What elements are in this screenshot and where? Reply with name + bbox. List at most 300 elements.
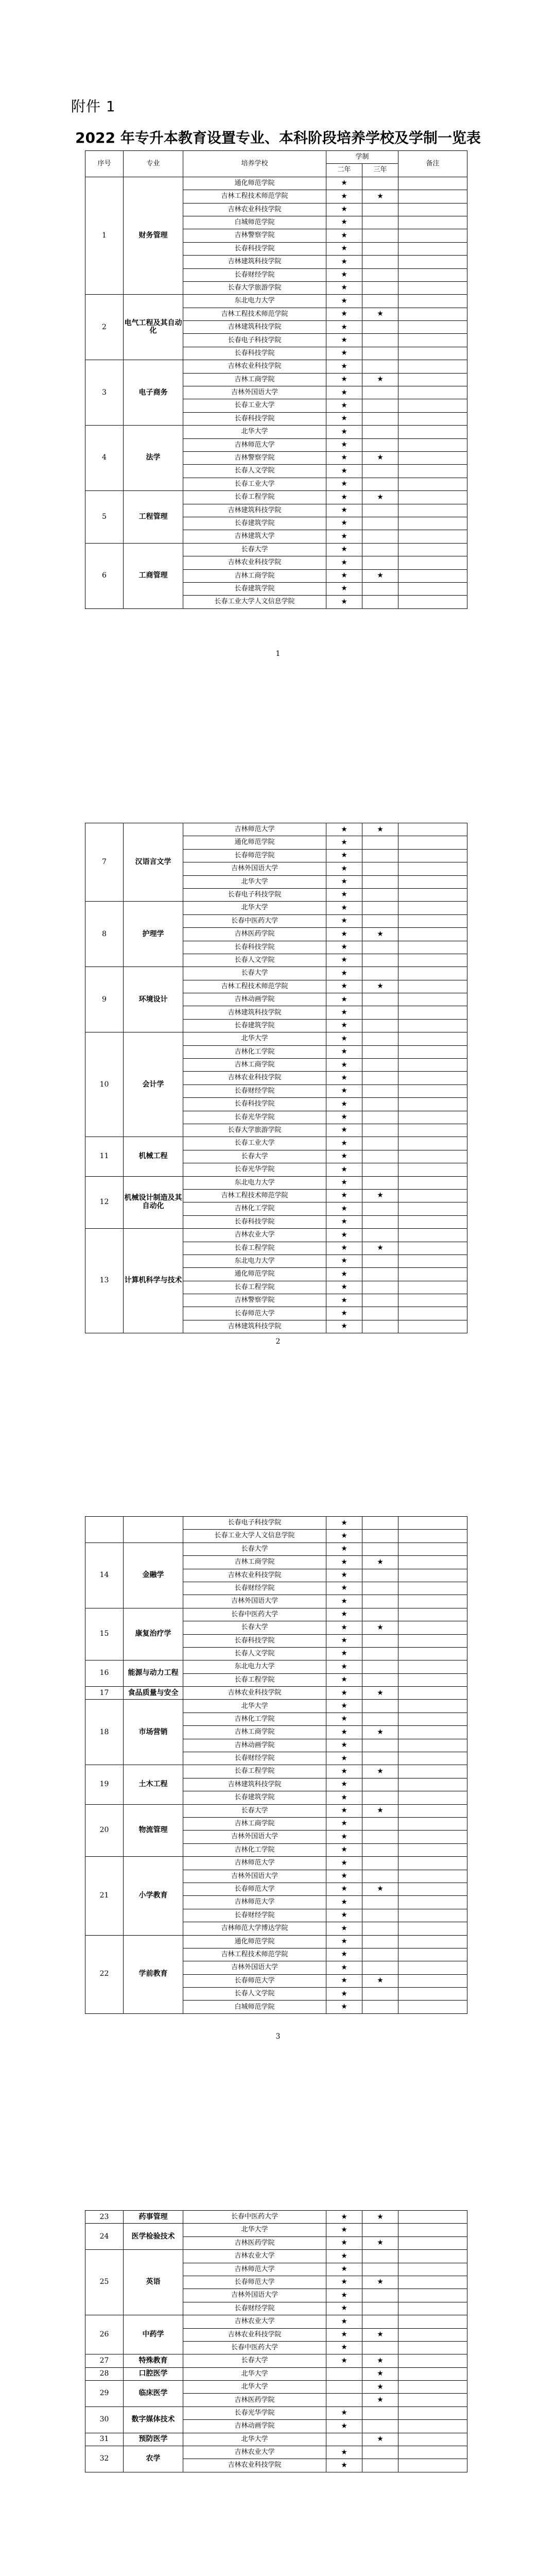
star-icon: ★ (341, 1073, 348, 1082)
star-icon: ★ (341, 1636, 348, 1645)
three-year-cell (362, 1922, 398, 1935)
two-year-cell (326, 321, 362, 334)
major-cell: 学前教育 (124, 1935, 183, 2013)
star-icon: ★ (341, 1087, 348, 1095)
major-cell: 康复治疗学 (124, 1608, 183, 1660)
two-year-cell (326, 478, 362, 490)
star-icon: ★ (341, 2317, 348, 2326)
two-year-cell (326, 1935, 362, 1948)
two-year-cell (326, 242, 362, 255)
three-year-cell (362, 2250, 398, 2263)
two-year-cell (326, 1870, 362, 1883)
note-cell (398, 1804, 467, 1817)
schools-table (85, 2210, 467, 2472)
note-cell (398, 2459, 467, 2472)
two-year-cell (326, 1307, 362, 1320)
note-cell (398, 1176, 467, 1189)
note-cell (398, 1242, 467, 1255)
three-year-cell (362, 1948, 398, 1961)
seq-cell: 1 (85, 177, 124, 295)
note-cell (398, 2367, 467, 2380)
three-year-cell (362, 1700, 398, 1713)
two-year-cell (326, 902, 362, 914)
star-icon: ★ (377, 2395, 384, 2404)
note-cell (398, 836, 467, 849)
star-icon: ★ (341, 1701, 348, 1710)
star-icon: ★ (377, 2435, 384, 2444)
note-cell (398, 347, 467, 360)
school-cell: 长春师范大学 (183, 1307, 326, 1320)
star-icon: ★ (377, 571, 384, 580)
note-cell (398, 491, 467, 504)
three-year-cell (362, 1831, 398, 1843)
three-year-cell (362, 295, 398, 308)
two-year-cell (326, 569, 362, 582)
note-cell (398, 888, 467, 901)
note-cell (398, 177, 467, 190)
seq-cell: 28 (85, 2367, 124, 2380)
school-cell: 长春工程学院 (183, 1242, 326, 1255)
note-cell (398, 321, 467, 334)
three-year-cell (362, 1961, 398, 1974)
table-row (85, 2354, 467, 2367)
two-year-cell (326, 2315, 362, 2328)
star-icon: ★ (341, 597, 348, 606)
table-row (85, 491, 467, 504)
seq-cell: 24 (85, 2224, 124, 2250)
note-cell (398, 465, 467, 478)
star-icon: ★ (341, 1257, 348, 1265)
table-row (85, 2406, 467, 2419)
note-cell (398, 2328, 467, 2341)
two-year-cell (326, 399, 362, 412)
two-year-cell (326, 836, 362, 849)
school-cell: 吉林医药学院 (183, 928, 326, 941)
star-icon: ★ (341, 864, 348, 873)
major-cell: 工商管理 (124, 543, 183, 608)
star-icon: ★ (341, 1950, 348, 1959)
star-icon: ★ (341, 1322, 348, 1331)
note-cell (398, 967, 467, 980)
school-cell: 长春科技学院 (183, 242, 326, 255)
star-icon: ★ (341, 532, 348, 540)
note-cell (398, 1700, 467, 1713)
note-cell (398, 1255, 467, 1267)
star-icon: ★ (377, 2382, 384, 2391)
major-cell: 特殊教育 (124, 2354, 183, 2367)
note-cell (398, 1726, 467, 1739)
two-year-cell (326, 1045, 362, 1058)
school-cell: 吉林师范大学 (183, 1857, 326, 1870)
seq-cell: 25 (85, 2250, 124, 2315)
star-icon: ★ (341, 192, 348, 200)
table-row (85, 1935, 467, 1948)
note-cell (398, 334, 467, 347)
two-year-cell (326, 2263, 362, 2276)
school-cell: 吉林外国语大学 (183, 386, 326, 399)
note-cell (398, 373, 467, 386)
three-year-cell (362, 1072, 398, 1084)
school-cell: 东北电力大学 (183, 1176, 326, 1189)
star-icon: ★ (341, 2002, 348, 2011)
table-row (85, 360, 467, 373)
note-cell (398, 426, 467, 438)
school-cell: 吉林农业科技学院 (183, 360, 326, 373)
star-icon: ★ (341, 1283, 348, 1292)
major-cell: 英语 (124, 2250, 183, 2315)
school-cell: 长春建筑学院 (183, 517, 326, 530)
three-year-cell (362, 360, 398, 373)
three-year-cell (362, 993, 398, 1006)
school-cell: 吉林建筑科技学院 (183, 321, 326, 334)
table-row (85, 426, 467, 438)
school-cell: 吉林工商学院 (183, 1059, 326, 1072)
major-cell: 电气工程及其自动化 (124, 295, 183, 360)
school-cell: 长春工业大学人文信息学院 (183, 596, 326, 608)
star-icon: ★ (341, 231, 348, 240)
school-cell: 长春科技学院 (183, 347, 326, 360)
school-cell: 长春工业大学 (183, 1137, 326, 1150)
three-year-cell (362, 1098, 398, 1111)
two-year-cell (326, 281, 362, 294)
seq-cell: 22 (85, 1935, 124, 2013)
school-cell: 通化师范学院 (183, 1935, 326, 1948)
star-icon: ★ (341, 2212, 348, 2221)
three-year-cell (362, 1909, 398, 1922)
note-cell (398, 1778, 467, 1791)
school-cell: 北华大学 (183, 2433, 326, 2446)
two-year-cell (326, 2406, 362, 2419)
school-cell: 吉林农业科技学院 (183, 203, 326, 216)
note-cell (398, 2224, 467, 2236)
school-cell: 长春大学 (183, 2354, 326, 2367)
school-cell: 长春建筑学院 (183, 582, 326, 595)
three-year-cell (362, 216, 398, 229)
school-cell: 长春中医药大学 (183, 1608, 326, 1621)
school-cell: 吉林工程技术师范学院 (183, 308, 326, 320)
two-year-cell (326, 1765, 362, 1778)
header-row (85, 151, 467, 164)
note-cell (398, 862, 467, 875)
three-year-cell (362, 2367, 398, 2380)
star-icon: ★ (341, 903, 348, 912)
three-year-cell (362, 1281, 398, 1294)
school-cell: 长春财经学院 (183, 1909, 326, 1922)
two-year-cell (326, 1608, 362, 1621)
two-year-cell (326, 1883, 362, 1895)
star-icon: ★ (341, 2409, 348, 2417)
two-year-cell (326, 1739, 362, 1752)
star-icon: ★ (341, 401, 348, 410)
three-year-cell (362, 1059, 398, 1072)
note-cell (398, 543, 467, 556)
star-icon: ★ (341, 1139, 348, 1147)
two-year-cell (326, 1817, 362, 1830)
three-year-cell (362, 1569, 398, 1582)
three-year-cell (362, 308, 398, 320)
star-icon: ★ (341, 218, 348, 227)
school-cell: 吉林工商学院 (183, 1817, 326, 1830)
star-icon: ★ (341, 453, 348, 462)
two-year-cell (326, 1621, 362, 1634)
star-icon: ★ (341, 1178, 348, 1187)
major-cell: 护理学 (124, 902, 183, 967)
seq-cell: 32 (85, 2446, 124, 2472)
seq-cell: 20 (85, 1804, 124, 1857)
note-cell (398, 1111, 467, 1124)
school-cell: 长春建筑学院 (183, 1019, 326, 1032)
two-year-cell (326, 504, 362, 517)
star-icon: ★ (341, 1557, 348, 1566)
table-row (85, 1765, 467, 1778)
school-cell: 通化师范学院 (183, 1268, 326, 1281)
star-icon: ★ (341, 995, 348, 1004)
two-year-cell (326, 954, 362, 967)
school-cell: 吉林化工学院 (183, 1713, 326, 1725)
note-cell (398, 2406, 467, 2419)
table-row (85, 1804, 467, 1817)
school-cell: 北华大学 (183, 1032, 326, 1045)
star-icon: ★ (341, 545, 348, 554)
two-year-cell (326, 347, 362, 360)
two-year-cell (326, 2224, 362, 2236)
three-year-cell (362, 2446, 398, 2459)
three-year-cell (362, 1268, 398, 1281)
seq-cell: 23 (85, 2211, 124, 2224)
school-cell: 长春财经学院 (183, 1582, 326, 1595)
three-year-cell (362, 862, 398, 875)
note-cell (398, 914, 467, 927)
seq-cell: 21 (85, 1857, 124, 1935)
page-number: 1 (275, 650, 281, 658)
star-icon: ★ (341, 2291, 348, 2299)
three-year-cell (362, 1294, 398, 1307)
school-cell: 吉林医药学院 (183, 2236, 326, 2249)
three-year-cell (362, 1608, 398, 1621)
two-year-cell (326, 1909, 362, 1922)
star-icon: ★ (377, 1557, 384, 1566)
two-year-cell (326, 1163, 362, 1176)
two-year-cell (326, 2001, 362, 2013)
note-cell (398, 980, 467, 993)
school-cell: 吉林工商学院 (183, 569, 326, 582)
two-year-cell (326, 1726, 362, 1739)
star-icon: ★ (341, 1113, 348, 1122)
school-cell: 长春人文学院 (183, 465, 326, 478)
school-cell: 吉林师范大学 (183, 1896, 326, 1909)
star-icon: ★ (341, 982, 348, 991)
school-cell: 吉林农业大学 (183, 1229, 326, 1242)
major-cell: 会计学 (124, 1032, 183, 1137)
school-cell: 长春师范大学 (183, 1883, 326, 1895)
star-icon: ★ (341, 1034, 348, 1043)
school-cell: 长春人文学院 (183, 1988, 326, 2001)
note-cell (398, 1032, 467, 1045)
two-year-cell (326, 596, 362, 608)
table-row (85, 2211, 467, 2224)
star-icon: ★ (341, 1780, 348, 1789)
attachment-label: 附件 1 (71, 98, 116, 115)
school-cell: 长春光华学院 (183, 1163, 326, 1176)
three-year-cell (362, 596, 398, 608)
note-cell (398, 1595, 467, 1608)
three-year-cell (362, 1778, 398, 1791)
two-year-cell (326, 2433, 362, 2446)
school-cell: 长春科技学院 (183, 1215, 326, 1228)
note-cell (398, 1974, 467, 1987)
note-cell (398, 504, 467, 517)
three-year-cell (362, 386, 398, 399)
two-year-cell (326, 914, 362, 927)
seq-cell: 14 (85, 1543, 124, 1608)
two-year-cell (326, 2236, 362, 2249)
note-cell (398, 438, 467, 451)
star-icon: ★ (341, 1126, 348, 1134)
col-header-three-year: 三年 (362, 164, 398, 177)
two-year-cell (326, 993, 362, 1006)
major-cell: 能源与动力工程 (124, 1660, 183, 1687)
star-icon: ★ (341, 2448, 348, 2456)
two-year-cell (326, 2394, 362, 2406)
two-year-cell (326, 823, 362, 836)
star-icon: ★ (341, 519, 348, 528)
two-year-cell (326, 849, 362, 862)
table-row (85, 1032, 467, 1045)
table-row (85, 1229, 467, 1242)
note-cell (398, 1843, 467, 1856)
three-year-cell (362, 2328, 398, 2341)
three-year-cell (362, 2420, 398, 2433)
two-year-cell (326, 543, 362, 556)
three-year-cell (362, 2459, 398, 2472)
two-year-cell (326, 1530, 362, 1543)
three-year-cell (362, 1582, 398, 1595)
star-icon: ★ (341, 310, 348, 318)
note-cell (398, 1072, 467, 1084)
note-cell (398, 386, 467, 399)
three-year-cell (362, 954, 398, 967)
table-row (85, 1543, 467, 1555)
note-cell (398, 1189, 467, 1202)
two-year-cell (326, 1124, 362, 1137)
school-cell: 白城师范学院 (183, 2001, 326, 2013)
two-year-cell (326, 1006, 362, 1019)
school-cell: 长春师范大学 (183, 1974, 326, 1987)
star-icon: ★ (341, 1165, 348, 1174)
school-cell: 长春大学 (183, 1621, 326, 1634)
major-cell: 市场营销 (124, 1700, 183, 1765)
two-year-cell (326, 203, 362, 216)
table-row (85, 1517, 467, 1530)
two-year-cell (326, 1961, 362, 1974)
two-year-cell (326, 1019, 362, 1032)
three-year-cell (362, 1935, 398, 1948)
school-cell: 吉林工程技术师范学院 (183, 1189, 326, 1202)
two-year-cell (326, 1543, 362, 1555)
star-icon: ★ (341, 388, 348, 397)
three-year-cell (362, 426, 398, 438)
star-icon: ★ (341, 1715, 348, 1723)
star-icon: ★ (341, 414, 348, 423)
note-cell (398, 216, 467, 229)
two-year-cell (326, 2250, 362, 2263)
two-year-cell (326, 1215, 362, 1228)
three-year-cell (362, 504, 398, 517)
note-cell (398, 993, 467, 1006)
major-cell: 计算机科学与技术 (124, 1229, 183, 1333)
three-year-cell (362, 1595, 398, 1608)
two-year-cell (326, 1804, 362, 1817)
note-cell (398, 412, 467, 425)
star-icon: ★ (341, 1911, 348, 1920)
school-cell: 长春科技学院 (183, 1098, 326, 1111)
star-icon: ★ (377, 982, 384, 991)
col-header-system: 学制 (326, 151, 398, 164)
note-cell (398, 1713, 467, 1725)
school-cell: 吉林农业科技学院 (183, 556, 326, 569)
note-cell (398, 281, 467, 294)
star-icon: ★ (341, 270, 348, 279)
two-year-cell (326, 1320, 362, 1333)
star-icon: ★ (341, 2304, 348, 2313)
school-cell: 长春人文学院 (183, 1647, 326, 1660)
school-cell: 北华大学 (183, 1700, 326, 1713)
three-year-cell (362, 1242, 398, 1255)
two-year-cell (326, 1059, 362, 1072)
three-year-cell (362, 1857, 398, 1870)
note-cell (398, 451, 467, 464)
star-icon: ★ (341, 1152, 348, 1161)
school-cell: 吉林外国语大学 (183, 1961, 326, 1974)
note-cell (398, 1137, 467, 1150)
two-year-cell (326, 1687, 362, 1700)
note-cell (398, 902, 467, 914)
note-cell (398, 2211, 467, 2224)
note-cell (398, 596, 467, 608)
star-icon: ★ (341, 2343, 348, 2352)
two-year-cell (326, 1242, 362, 1255)
two-year-cell (326, 967, 362, 980)
note-cell (398, 2236, 467, 2249)
note-cell (398, 2354, 467, 2367)
three-year-cell (362, 281, 398, 294)
note-cell (398, 308, 467, 320)
seq-cell: 6 (85, 543, 124, 608)
star-icon: ★ (341, 1545, 348, 1553)
school-cell: 北华大学 (183, 902, 326, 914)
three-year-cell (362, 530, 398, 543)
note-cell (398, 1896, 467, 1909)
star-icon: ★ (341, 1767, 348, 1775)
school-cell: 北华大学 (183, 875, 326, 888)
three-year-cell (362, 1019, 398, 1032)
two-year-cell (326, 1843, 362, 1856)
school-cell: 长春大学 (183, 967, 326, 980)
three-year-cell (362, 2224, 398, 2236)
star-icon: ★ (341, 1531, 348, 1540)
school-cell: 通化师范学院 (183, 177, 326, 190)
note-cell (398, 1281, 467, 1294)
two-year-cell (326, 2459, 362, 2472)
star-icon: ★ (341, 1309, 348, 1317)
major-cell: 法学 (124, 426, 183, 491)
school-cell: 长春中医药大学 (183, 2211, 326, 2224)
star-icon: ★ (341, 1191, 348, 1200)
three-year-cell (362, 902, 398, 914)
major-cell: 工程管理 (124, 491, 183, 544)
note-cell (398, 229, 467, 242)
note-cell (398, 1660, 467, 1673)
